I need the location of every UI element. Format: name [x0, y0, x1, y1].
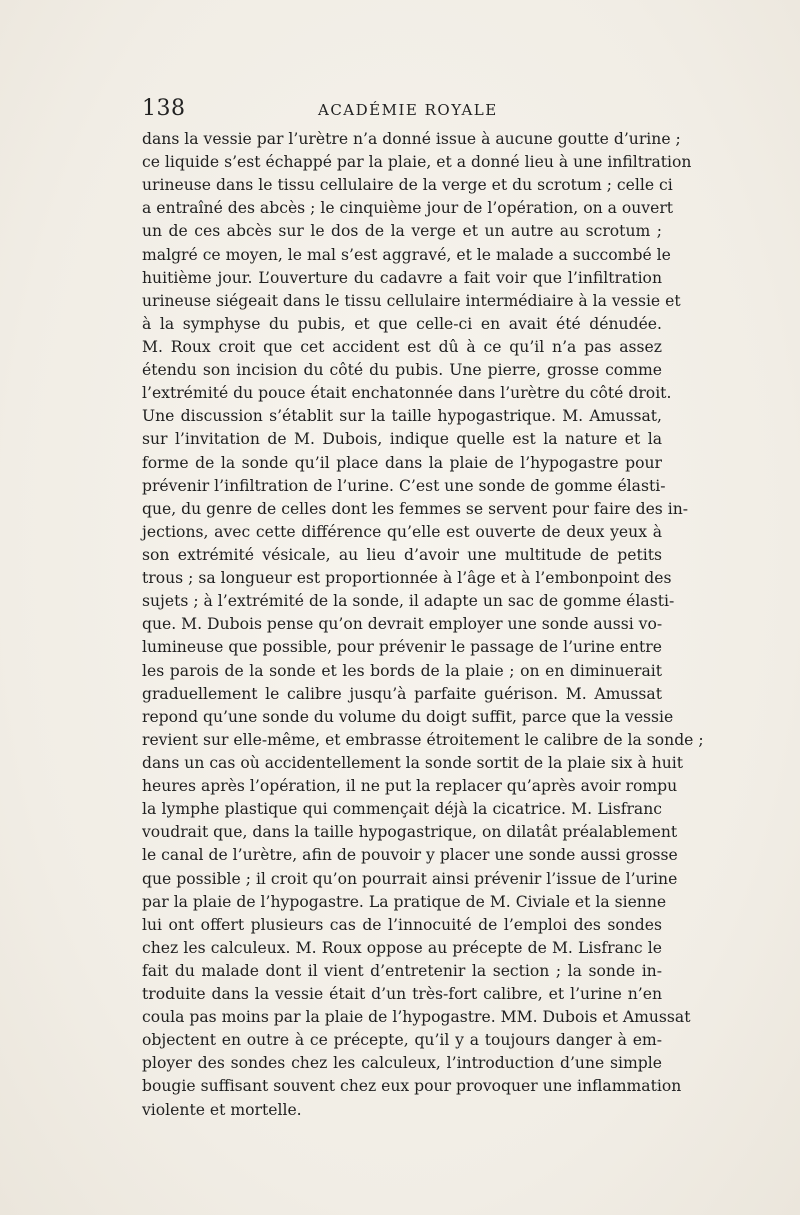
text-line: troduite dans la vessie était d’un très-fort calibre, et l’urine n’en	[142, 985, 662, 1004]
text-line: objectent en outre à ce précepte, qu’il y a toujours danger à em-	[142, 1031, 662, 1050]
text-line: ployer des sondes chez les calculeux, l’introduction d’une simple	[142, 1054, 662, 1073]
running-head: ACADÉMIE ROYALE	[318, 101, 498, 119]
text-line: repond qu’une sonde du volume du doigt suffit, parce que la vessie	[142, 707, 674, 726]
text-line: urineuse dans le tissu cellulaire de la verge et du scrotum ; celle ci	[142, 176, 673, 195]
text-line: dans la vessie par l’urètre n’a donné issue à aucune goutte d’urine ;	[142, 130, 681, 148]
text-line: forme de la sonde qu’il place dans la plaie de l’hypogastre pour	[142, 453, 662, 472]
text-line: M. Roux croit que cet accident est dû à ce qu’il n’a pas assez	[142, 337, 662, 356]
text-line: trous ; sa longueur est proportionnée à l’âge et à l’embonpoint des	[142, 569, 672, 588]
text-line: un de ces abcès sur le dos de la verge et un autre au scrotum ;	[142, 222, 662, 241]
text-line: graduellement le calibre jusqu’à parfaite guérison. M. Amussat	[142, 684, 662, 703]
text-line: fait du malade dont il vient d’entretenir la section ; la sonde in-	[142, 961, 662, 980]
page-number: 138	[142, 96, 186, 121]
text-line: urineuse siégeait dans le tissu cellulaire intermédiaire à la vessie et	[142, 291, 681, 310]
text-line: voudrait que, dans la taille hypogastrique, on dilatât préalablement	[142, 823, 678, 842]
text-line: que, du genre de celles dont les femmes se servent pour faire des in-	[142, 499, 689, 518]
text-line: violente et mortelle.	[142, 1100, 302, 1119]
text-line: étendu son incision du côté du pubis. Une pierre, grosse comme	[142, 361, 662, 380]
text-line: le canal de l’urètre, afin de pouvoir y placer une sonde aussi grosse	[142, 846, 678, 865]
text-line: lui ont offert plusieurs cas de l’innocuité de l’emploi des sondes	[142, 915, 662, 934]
text-line: par la plaie de l’hypogastre. La pratique de M. Civiale et la sienne	[142, 892, 667, 911]
text-line: jections, avec cette différence qu’elle est ouverte de deux yeux à	[142, 522, 662, 541]
text-line: bougie suffisant souvent chez eux pour provoquer une inflammation	[142, 1077, 682, 1096]
text-line: l’extrémité du pouce était enchatonnée dans l’urètre du côté droit.	[142, 384, 672, 403]
text-line: Une discussion s’établit sur la taille hypogastrique. M. Amussat,	[142, 407, 662, 426]
text-line: ce liquide s’est échappé par la plaie, et a donné lieu à une infiltration	[142, 153, 692, 172]
text-line: la lymphe plastique qui commençait déjà la cicatrice. M. Lisfranc	[142, 800, 662, 819]
text-line: huitième jour. L’ouverture du cadavre a fait voir que l’infiltration	[142, 268, 662, 287]
text-line: chez les calculeux. M. Roux oppose au précepte de M. Lisfranc le	[142, 938, 662, 957]
text-line: les parois de la sonde et les bords de la plaie ; on en diminuerait	[142, 661, 662, 680]
text-line: que possible ; il croit qu’on pourrait ainsi prévenir l’issue de l’urine	[142, 869, 678, 888]
text-line: coula pas moins par la plaie de l’hypogastre. MM. Dubois et Amussat	[142, 1008, 691, 1027]
text-line: malgré ce moyen, le mal s’est aggravé, et le malade a succombé le	[142, 245, 671, 264]
text-line: dans un cas où accidentellement la sonde sortit de la plaie six à huit	[142, 753, 684, 772]
text-line: heures après l’opération, il ne put la replacer qu’après avoir rompu	[142, 777, 678, 796]
body-text	[142, 128, 704, 1122]
text-line: à la symphyse du pubis, et que celle-ci en avait été dénudée.	[142, 314, 662, 333]
text-line: sujets ; à l’extrémité de la sonde, il adapte un sac de gomme élasti-	[142, 592, 675, 611]
text-line: que. M. Dubois pense qu’on devrait employer une sonde aussi vo-	[142, 615, 663, 634]
text-line: a entraîné des abcès ; le cinquième jour de l’opération, on a ouvert	[142, 199, 674, 218]
text-line: prévenir l’infiltration de l’urine. C’est une sonde de gomme élasti-	[142, 476, 666, 495]
text-line: lumineuse que possible, pour prévenir le passage de l’urine entre	[142, 638, 662, 657]
text-line: son extrémité vésicale, au lieu d’avoir une multitude de petits	[142, 545, 662, 564]
page-header	[142, 96, 662, 124]
text-line: sur l’invitation de M. Dubois, indique quelle est la nature et la	[142, 430, 662, 449]
text-line: revient sur elle-même, et embrasse étroitement le calibre de la sonde ;	[142, 730, 704, 749]
